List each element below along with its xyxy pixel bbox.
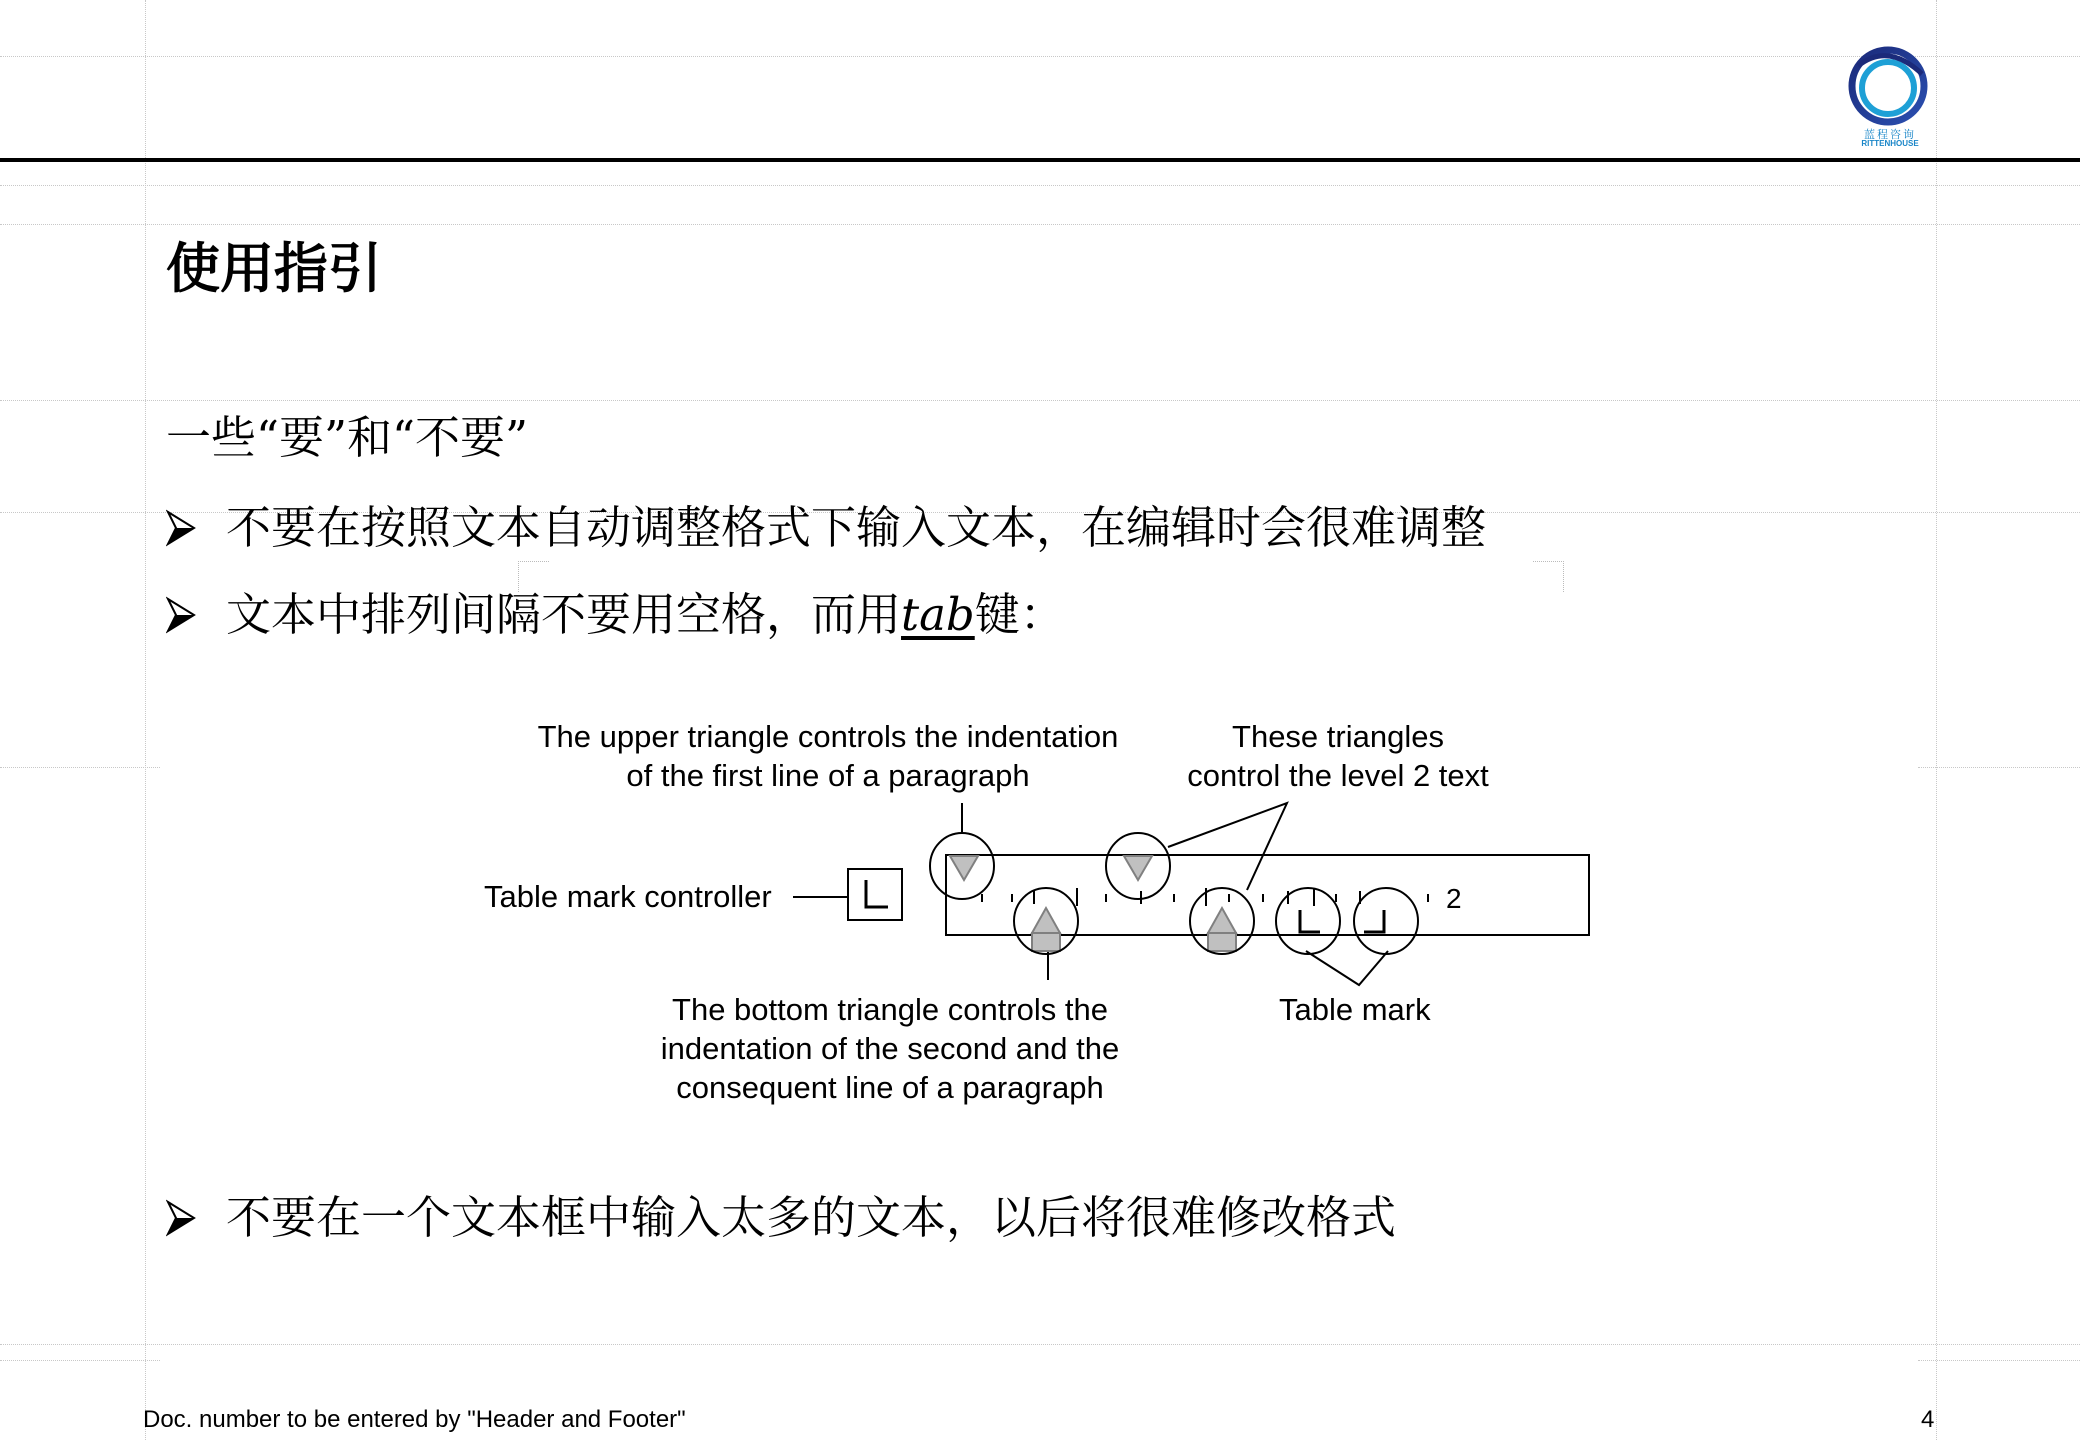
label-upper-triangle [528, 717, 1128, 795]
logo-swirl-icon [1848, 44, 1932, 128]
slide-title: 使用指引 [166, 237, 382, 300]
label-line: consequent line of a paragraph [676, 1070, 1104, 1105]
arrow-bullet-icon [166, 595, 196, 635]
guide-line [1918, 1360, 2080, 1361]
guide-line [0, 767, 160, 768]
label-line: control the level 2 text [1187, 758, 1489, 793]
guide-line [0, 400, 2080, 401]
bullet-item [166, 500, 1486, 556]
header-rule [0, 158, 2080, 162]
label-line: The upper triangle controls the indentation [537, 719, 1119, 754]
guide-line [0, 56, 2080, 57]
arrow-bullet-icon [166, 1198, 196, 1238]
bullet-text: 不要在按照文本自动调整格式下输入文本，在编辑时会很难调整 [226, 501, 1487, 554]
label-line: of the first line of a paragraph [626, 758, 1030, 793]
footer-page-number: 4 [1921, 1406, 1935, 1433]
guide-line [0, 1360, 160, 1361]
guide-line [1918, 767, 2080, 768]
label-bottom-triangle [640, 990, 1140, 1107]
footer-doc-number: Doc. number to be entered by "Header and Footer" [143, 1406, 686, 1433]
guide-line [0, 1344, 2080, 1345]
bullet-text: 不要在一个文本框中输入太多的文本，以后将很难修改格式 [226, 1191, 1397, 1244]
label-table-mark-controller: Table mark controller [484, 879, 772, 914]
label-line: The bottom triangle controls the [672, 992, 1108, 1027]
ruler-number: 2 [1446, 883, 1462, 914]
label-level2-triangles [1168, 717, 1508, 795]
logo-text-en: RITTENHOUSE [1861, 139, 1919, 148]
label-line: indentation of the second and the [660, 1031, 1120, 1066]
arrow-bullet-icon [166, 508, 196, 548]
bullet-text: 文本中排列间隔不要用空格，而用 [226, 588, 902, 641]
guide-line [145, 0, 146, 1440]
guide-line [0, 185, 2080, 186]
label-table-mark: Table mark [1279, 992, 1431, 1027]
slide-subtitle: 一些“要”和“不要” [166, 411, 529, 464]
guide-line [1936, 0, 1937, 1440]
label-line: These triangles [1232, 719, 1444, 754]
tab-key-text: tab [901, 588, 975, 641]
bullet-item [166, 1190, 1396, 1246]
bullet-item [166, 587, 1065, 643]
bullet-text: 键： [974, 588, 1065, 641]
textbox-corner-mark [1533, 561, 1564, 592]
company-logo [1848, 44, 1932, 148]
guide-line [0, 224, 2080, 225]
logo-text-cn: 蓝程咨询 [1864, 128, 1916, 141]
